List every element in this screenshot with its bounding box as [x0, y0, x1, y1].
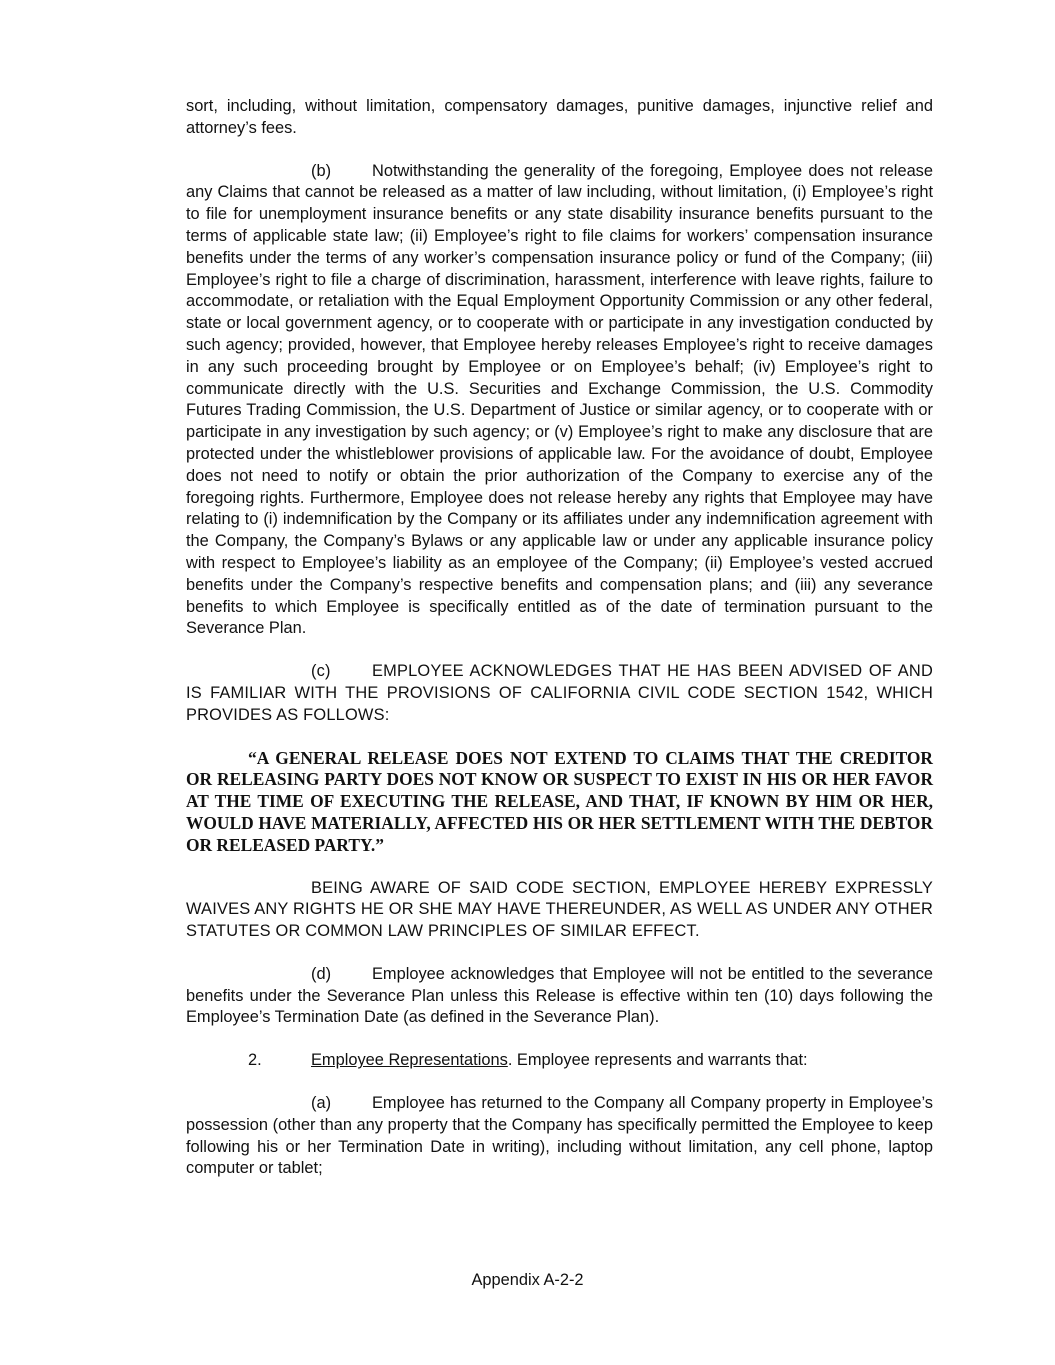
footer-page-number: Appendix A-2-2	[471, 1271, 584, 1289]
section-2-title: Employee Representations	[311, 1051, 508, 1070]
paragraph-b-text: Notwithstanding the generality of the foregoing, Employee does not release any Claims that cannot be released as a matter of law including, without limitation, (i) Employee’s right to file for unemployment insurance benefits or any state disability insurance benefits pursuant to the terms of applicable state law; (ii) Employee’s right to file claims for workers’ compensation insurance benefits under the terms of any worker’s compensation insurance policy or fund of the Company; (iii) Employee’s right to file a charge of discrimination, harassment, interference with leave rights, failure to accommodate, or retaliation with the Equal Employment Opportunity Commission or any other federal, state or local government agency, or to cooperate with or participate in any investigation conducted by such agency; provided, however, that Employee hereby releases Employee’s right to receive damages in any such proceeding brought by Employee or on Employee’s behalf; (iv) Employee’s right to communicate directly with the U.S. Securities and Exchange Commission, the U.S. Commodity Futures Trading Commission, the U.S. Department of Justice or similar agency, or to cooperate with or participate in any investigation by such agency; or (v) Employee’s right to make any disclosure that are protected under the whistleblower provisions of applicable law. For the avoidance of doubt, Employee does not need to notify or obtain the prior authorization of the Company to exercise any of the foregoing rights. Furthermore, Employee does not release hereby any rights that Employee may have relating to (i) indemnification by the Company or its affiliates under any indemnification agreement with the Company, the Company’s Bylaws or any applicable law or under any applicable insurance policy with respect to Employee’s liability as an employee of the Company; (ii) Employee’s vested accrued benefits under the Company’s respective benefits and compensation plans; and (iii) any severance benefits to which Employee is specifically entitled as of the date of termination pursuant to the Severance Plan.	[186, 161, 933, 638]
civil-code-quote: “A GENERAL RELEASE DOES NOT EXTEND TO CLAIMS THAT THE CREDITOR OR RELEASING PARTY DOES NOT KNOW OR SUSPECT TO EXIST IN HIS OR HER FAVOR AT THE TIME OF EXECUTING THE RELEASE, AND THAT, IF KNOWN BY HIM OR HER, WOULD HAVE MATERIALLY, AFFECTED HIS OR HER SETTLEMENT WITH THE DEBTOR OR RELEASED PARTY.”	[186, 747, 933, 855]
paragraph-d-text: Employee acknowledges that Employee will not be entitled to the severance benefits under the Severance Plan unless this Release is effective within ten (10) days following the Employee’s Termination Date (as defined in the Severance Plan).	[186, 964, 933, 1027]
document-body	[186, 96, 933, 1201]
paragraph-c-label: (c)	[311, 662, 331, 681]
section-2-number: 2.	[248, 1051, 262, 1070]
continuation-paragraph: sort, including, without limitation, compensatory damages, punitive damages, injunctive relief and attorney’s fees.	[186, 97, 933, 137]
paragraph-2a-text: Employee has returned to the Company all Company property in Employee’s possession (other than any property that the Company has specifically permitted the Employee to keep following his or her Termination Date in writing), including without limitation, any cell phone, laptop computer or tablet;	[186, 1094, 933, 1178]
paragraph-b-label: (b)	[311, 161, 332, 180]
section-2-intro: . Employee represents and warrants that:	[507, 1051, 808, 1070]
paragraph-2a	[186, 1093, 933, 1180]
paragraph-2a-label: (a)	[311, 1094, 332, 1113]
paragraph-d	[186, 964, 933, 1029]
page-footer	[0, 1269, 1055, 1291]
paragraph-c	[186, 661, 933, 726]
paragraph-b	[186, 161, 933, 641]
paragraph-d-label: (d)	[311, 964, 332, 983]
waiver-paragraph: BEING AWARE OF SAID CODE SECTION, EMPLOYEE HEREBY EXPRESSLY WAIVES ANY RIGHTS HE OR SHE MAY HAVE THEREUNDER, AS WELL AS UNDER ANY OTHER STATUTES OR COMMON LAW PRINCIPLES OF SIMILAR EFFECT.	[186, 878, 933, 941]
paragraph-c-text: EMPLOYEE ACKNOWLEDGES THAT HE HAS BEEN ADVISED OF AND IS FAMILIAR WITH THE PROVISIONS OF CALIFORNIA CIVIL CODE SECTION 1542, WHICH PROVIDES AS FOLLOWS:	[186, 662, 933, 724]
section-2-heading	[186, 1050, 933, 1072]
